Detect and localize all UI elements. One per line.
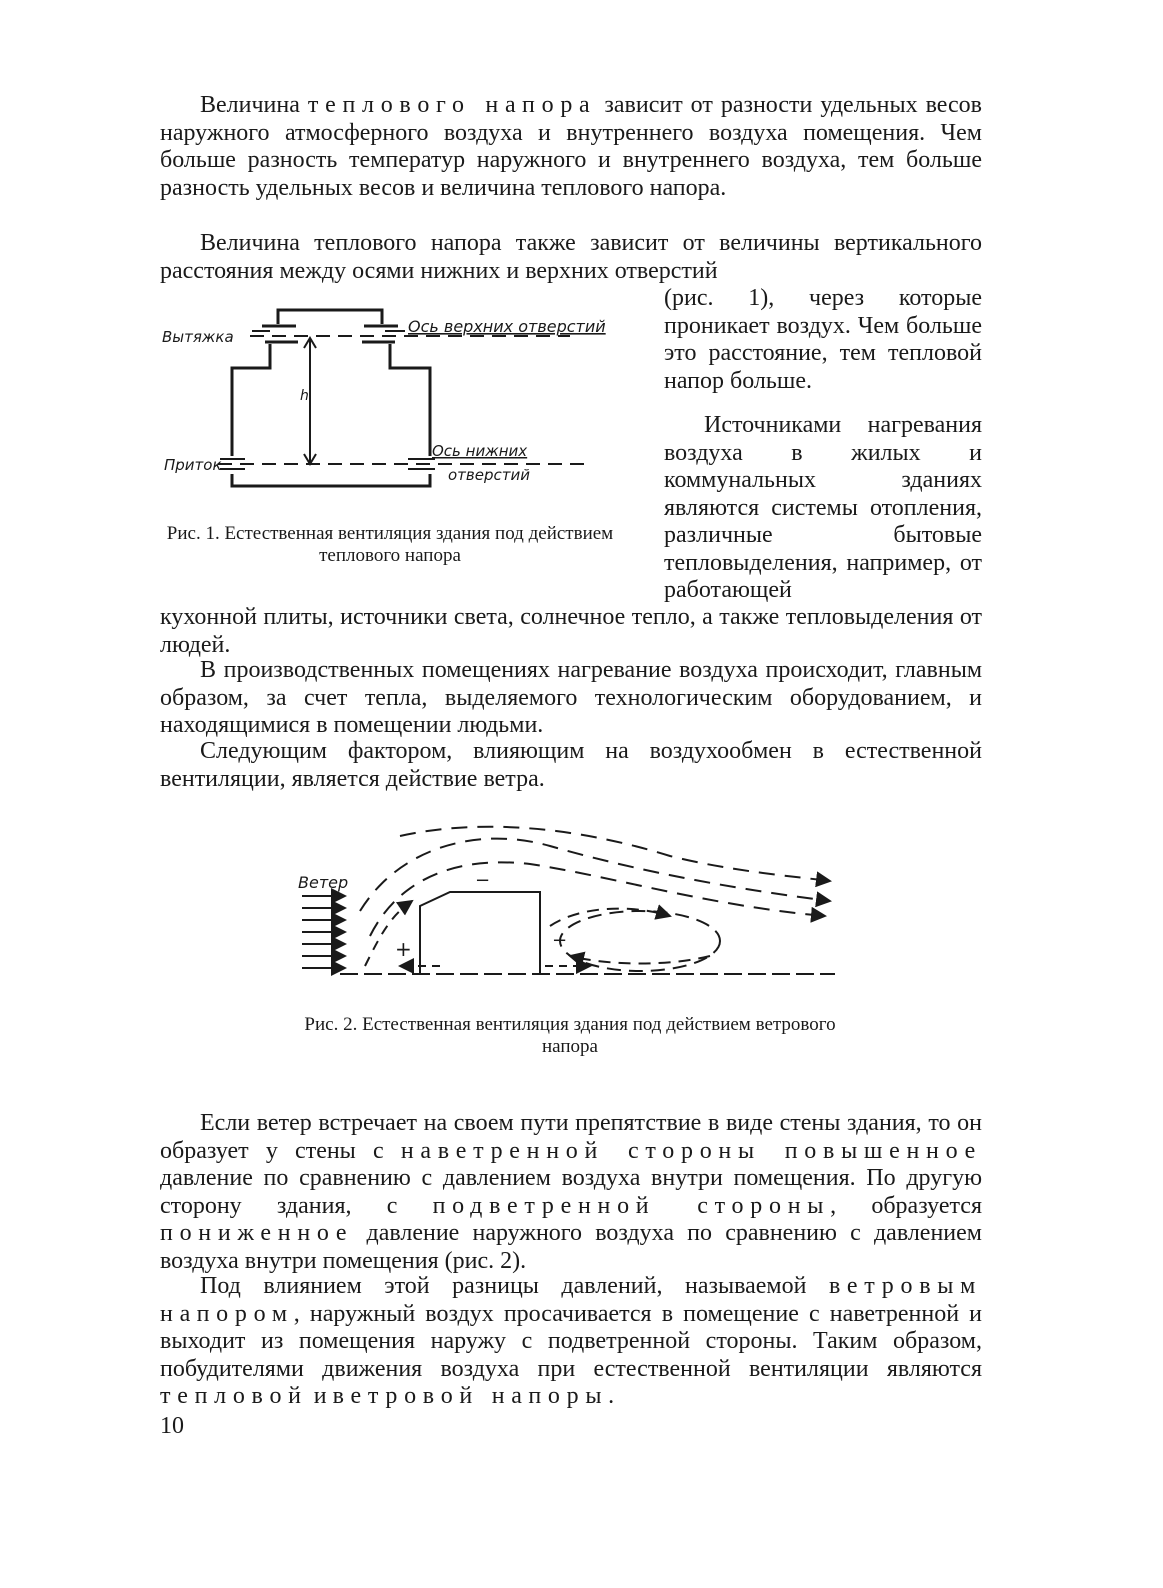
emphasis-thermal: тепловой [160,1383,308,1409]
paragraph-wind-factor: Следующим фактором, влияющим на воздухообмен в естественной вентиляции, является действие ветра. [160,738,982,792]
paragraph-thermal-pressure: Величина теплового напора зависит от разности удельных весов наружного атмосферного воздуха и внутреннего воздуха помещения. Чем больше разность температур наружного и внутреннего воздуха, тем больше разность удельных весов и величина теплового напора. [160,92,982,201]
page-number: 10 [160,1413,184,1439]
emphasis-reduced: пониженное [160,1220,354,1246]
emphasis-wind-pressure: ветровым напором [160,1273,982,1327]
label-h: h [300,388,309,404]
paragraph-industrial: В производственных помещениях нагревание воздуха происходит, главным образом, за счет тепла, выделяемого технологическим оборудованием, и находящимися в помещении людьми. [160,657,982,738]
paragraph-wind-pressure: Если ветер встречает на своем пути препятствие в виде стены здания, то он образует у стены с наветренной стороны повышенное давление по сравнению с давлением воздуха внутри помещения. По другую сторону здания, с подветренной стороны, образуется пониженное давление наружного воздуха по сравнению с давлением воздуха внутри помещения (рис. 2). [160,1110,983,1274]
emphasis-leeward: подветренной стороны [432,1192,831,1219]
label-plus: + [395,937,412,961]
emphasis-windward: наветренной стороны повышенное [400,1137,983,1164]
figure-2-wind-ventilation [290,816,850,996]
label-wind: Ветер [298,873,349,892]
figure-1-caption: Рис. 1. Естественная вентиляция здания под действием теплового напора [166,523,614,566]
paragraph-heat-sources: Источниками нагревания воздуха в жилых и коммунальных зданиях являются системы отопления, различные бытовые тепловыделения, например, от работающей [664,412,982,603]
figure-1-thermal-ventilation [150,296,640,506]
figure-2-caption: Рис. 2. Естественная вентиляция здания под действием ветрового напора [304,1014,836,1057]
paragraph-vertical-distance: Величина теплового напора также зависит от величины вертикального расстояния между осями нижних и верхних отверстий [160,230,982,284]
emphasis-thermal-pressure: теплового напора [307,92,597,118]
paragraph-conclusion: Под влиянием этой разницы давлений, называемой ветровым напором, наружный воздух просачивается в помещение с наветренной и выходит из помещения наружу с подветренной стороны. Таким образом, побудителями движения воздуха при естественной вентиляции являются тепловой и ветровой напоры. [160,1273,982,1409]
label-lower-axis-line1: Ось нижних [432,442,528,460]
label-minus-roof: − [475,870,491,891]
label-lower-axis-line2: отверстий [448,466,530,484]
label-inflow: Приток [164,456,222,474]
emphasis-wind-pressures: ветровой напоры [332,1383,609,1409]
paragraph-vertical-distance-cont: (рис. 1), через которые проникает воздух. Чем больше это расстояние, тем тепловой напор больше. [664,285,982,394]
label-exhaust: Вытяжка [162,328,234,346]
label-minus-leeward: − [552,930,568,951]
paragraph-heat-sources-cont: кухонной плиты, источники света, солнечное тепло, а также тепловыделения от людей. [160,604,982,658]
label-upper-axis: Ось верхних отверстий [408,317,606,336]
